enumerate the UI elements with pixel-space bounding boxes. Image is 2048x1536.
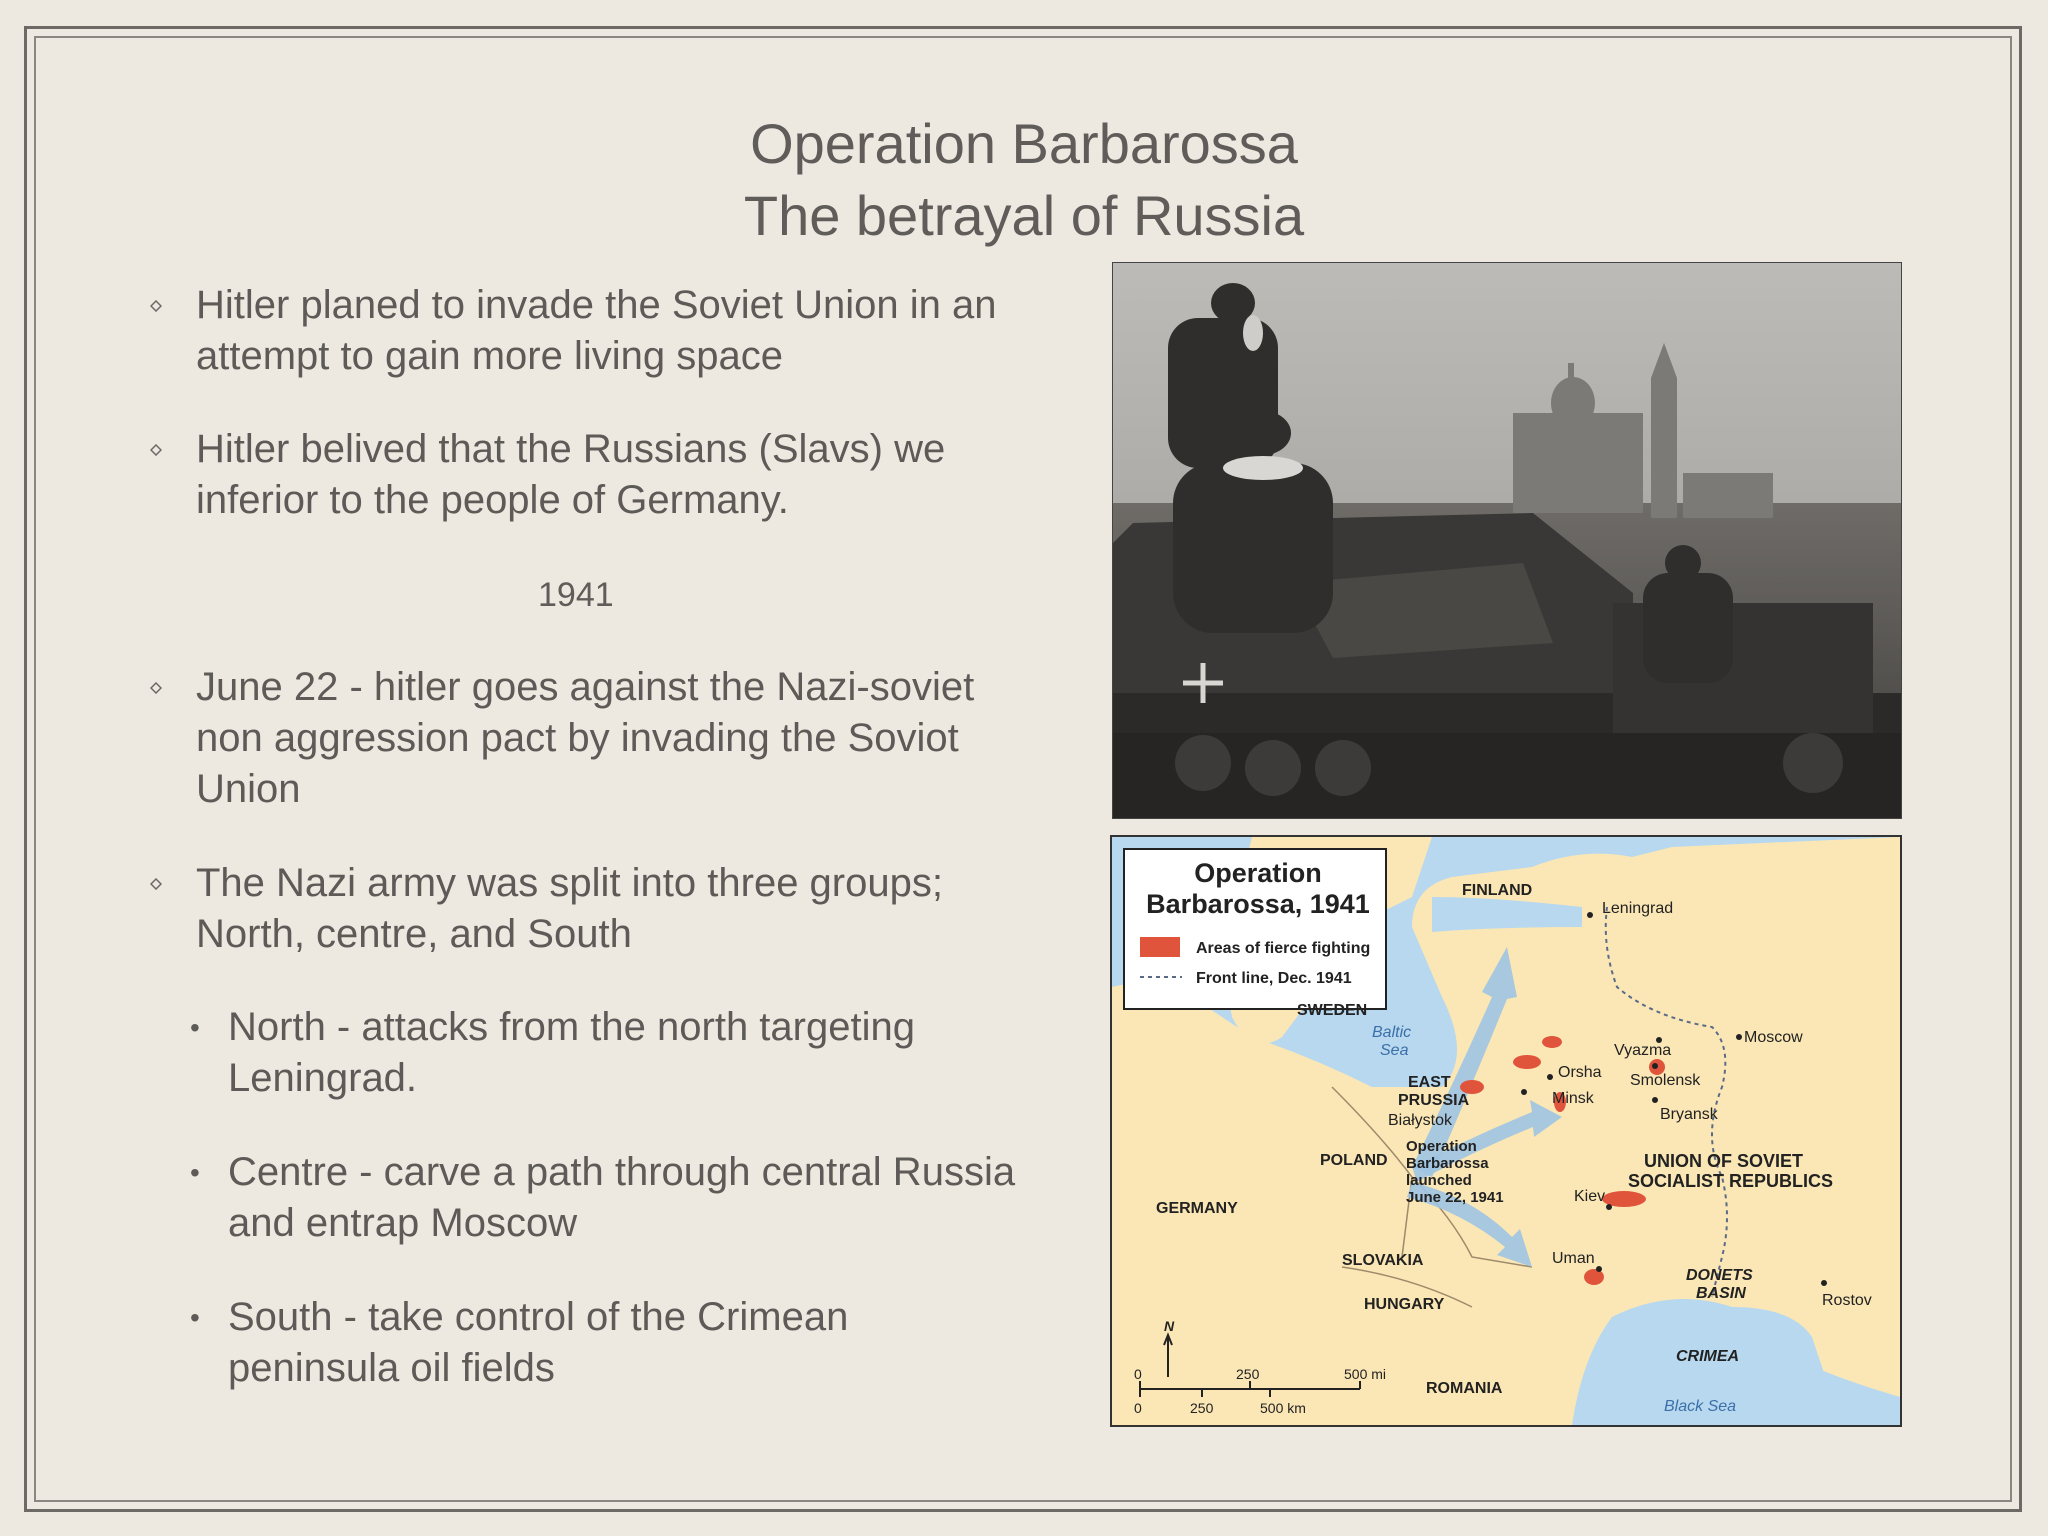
legend-fighting-swatch — [1140, 937, 1180, 957]
map-label-bryansk: Bryansk — [1660, 1106, 1718, 1123]
bullet-marker-icon — [150, 444, 162, 456]
map-label-donets-2: BASIN — [1696, 1285, 1746, 1302]
map-label-kiev: Kiev — [1574, 1188, 1606, 1205]
map-label-bialystok: Białystok — [1388, 1112, 1453, 1129]
map-label-black-sea: Black Sea — [1664, 1398, 1737, 1415]
sub-bullet-text: South - take control of the Crimean peninsula oil fields — [228, 1295, 849, 1390]
map-label-crimea: CRIMEA — [1676, 1348, 1740, 1365]
map-label-op-3: launched — [1406, 1172, 1472, 1189]
sub-bullet-dot-icon: • — [190, 1302, 200, 1333]
map-label-germany: GERMANY — [1156, 1200, 1238, 1217]
map-label-poland: POLAND — [1320, 1152, 1388, 1169]
sub-bullet-text: Centre - carve a path through central Russia and entrap Moscow — [228, 1150, 1016, 1245]
year-label: 1941 — [538, 576, 614, 614]
bullet-marker-icon — [150, 878, 162, 890]
scale-label-500-mi: 500 mi — [1344, 1366, 1387, 1382]
map-label-donets-1: DONETS — [1686, 1267, 1753, 1284]
map-label-orsha: Orsha — [1558, 1064, 1602, 1081]
map-label-sweden: SWEDEN — [1297, 1002, 1368, 1019]
legend-title-line1: Operation — [1194, 858, 1322, 888]
map-label-op-4: June 22, 1941 — [1406, 1189, 1504, 1206]
map-label-op-2: Barbarossa — [1406, 1155, 1489, 1172]
map-label-leningrad: Leningrad — [1602, 900, 1674, 917]
map-label-east-prussia-1: EAST — [1408, 1074, 1451, 1091]
map-label-east-prussia-2: PRUSSIA — [1398, 1092, 1470, 1109]
map-label-smolensk: Smolensk — [1630, 1072, 1701, 1089]
legend-title-line2: Barbarossa, 1941 — [1146, 889, 1370, 919]
historical-photo-tank — [1112, 262, 1902, 819]
slide-subtitle: The betrayal of Russia — [743, 184, 1305, 247]
sub-bullet-text: North - attacks from the north targeting Leningrad. — [228, 1005, 915, 1100]
map-label-ussr-1: UNION OF SOVIET — [1644, 1151, 1804, 1171]
map-label-rostov: Rostov — [1822, 1292, 1872, 1309]
scale-label-500-km: 500 km — [1260, 1400, 1306, 1416]
map-label-ussr-2: SOCIALIST REPUBLICS — [1628, 1171, 1834, 1191]
map-label-hungary: HUNGARY — [1364, 1296, 1445, 1313]
map-label-finland: FINLAND — [1462, 882, 1533, 899]
map-label-uman: Uman — [1552, 1250, 1595, 1267]
scale-label-250-km: 250 — [1190, 1400, 1214, 1416]
bullet-text: The Nazi army was split into three groups; North, centre, and South — [196, 861, 943, 956]
map-label-minsk: Minsk — [1552, 1090, 1594, 1107]
bullet-text: Hitler planed to invade the Soviet Union in an attempt to gain more living space — [196, 283, 997, 378]
map-label-slovakia: SLOVAKIA — [1342, 1252, 1424, 1269]
bullet-text: Hitler belived that the Russians (Slavs) we inferior to the people of Germany. — [196, 427, 946, 522]
map-label-sea: Sea — [1380, 1042, 1409, 1059]
scale-label-0-mi: 0 — [1134, 1366, 1142, 1382]
bullet-marker-icon — [150, 300, 162, 312]
scale-label-0-km: 0 — [1134, 1400, 1142, 1416]
legend-frontline-label: Front line, Dec. 1941 — [1196, 970, 1352, 987]
map-label-romania: ROMANIA — [1426, 1380, 1503, 1397]
map-label-op-1: Operation — [1406, 1138, 1477, 1155]
map-label-vyazma: Vyazma — [1614, 1042, 1672, 1059]
map-label-north-arrow: N — [1164, 1318, 1175, 1334]
slide-title: Operation Barbarossa — [750, 112, 1298, 175]
legend-fighting-label: Areas of fierce fighting — [1196, 940, 1371, 957]
bullet-text: June 22 - hitler goes against the Nazi-soviet non aggression pact by invading the Soviot Union — [196, 665, 975, 811]
scale-label-250-mi: 250 — [1236, 1366, 1260, 1382]
sub-bullet-dot-icon: • — [190, 1157, 200, 1188]
map-label-moscow: Moscow — [1744, 1029, 1803, 1046]
bullet-marker-icon — [150, 682, 162, 694]
sub-bullet-dot-icon: • — [190, 1012, 200, 1043]
map-label-baltic: Baltic — [1372, 1024, 1412, 1041]
barbarossa-map — [1110, 835, 1902, 1427]
